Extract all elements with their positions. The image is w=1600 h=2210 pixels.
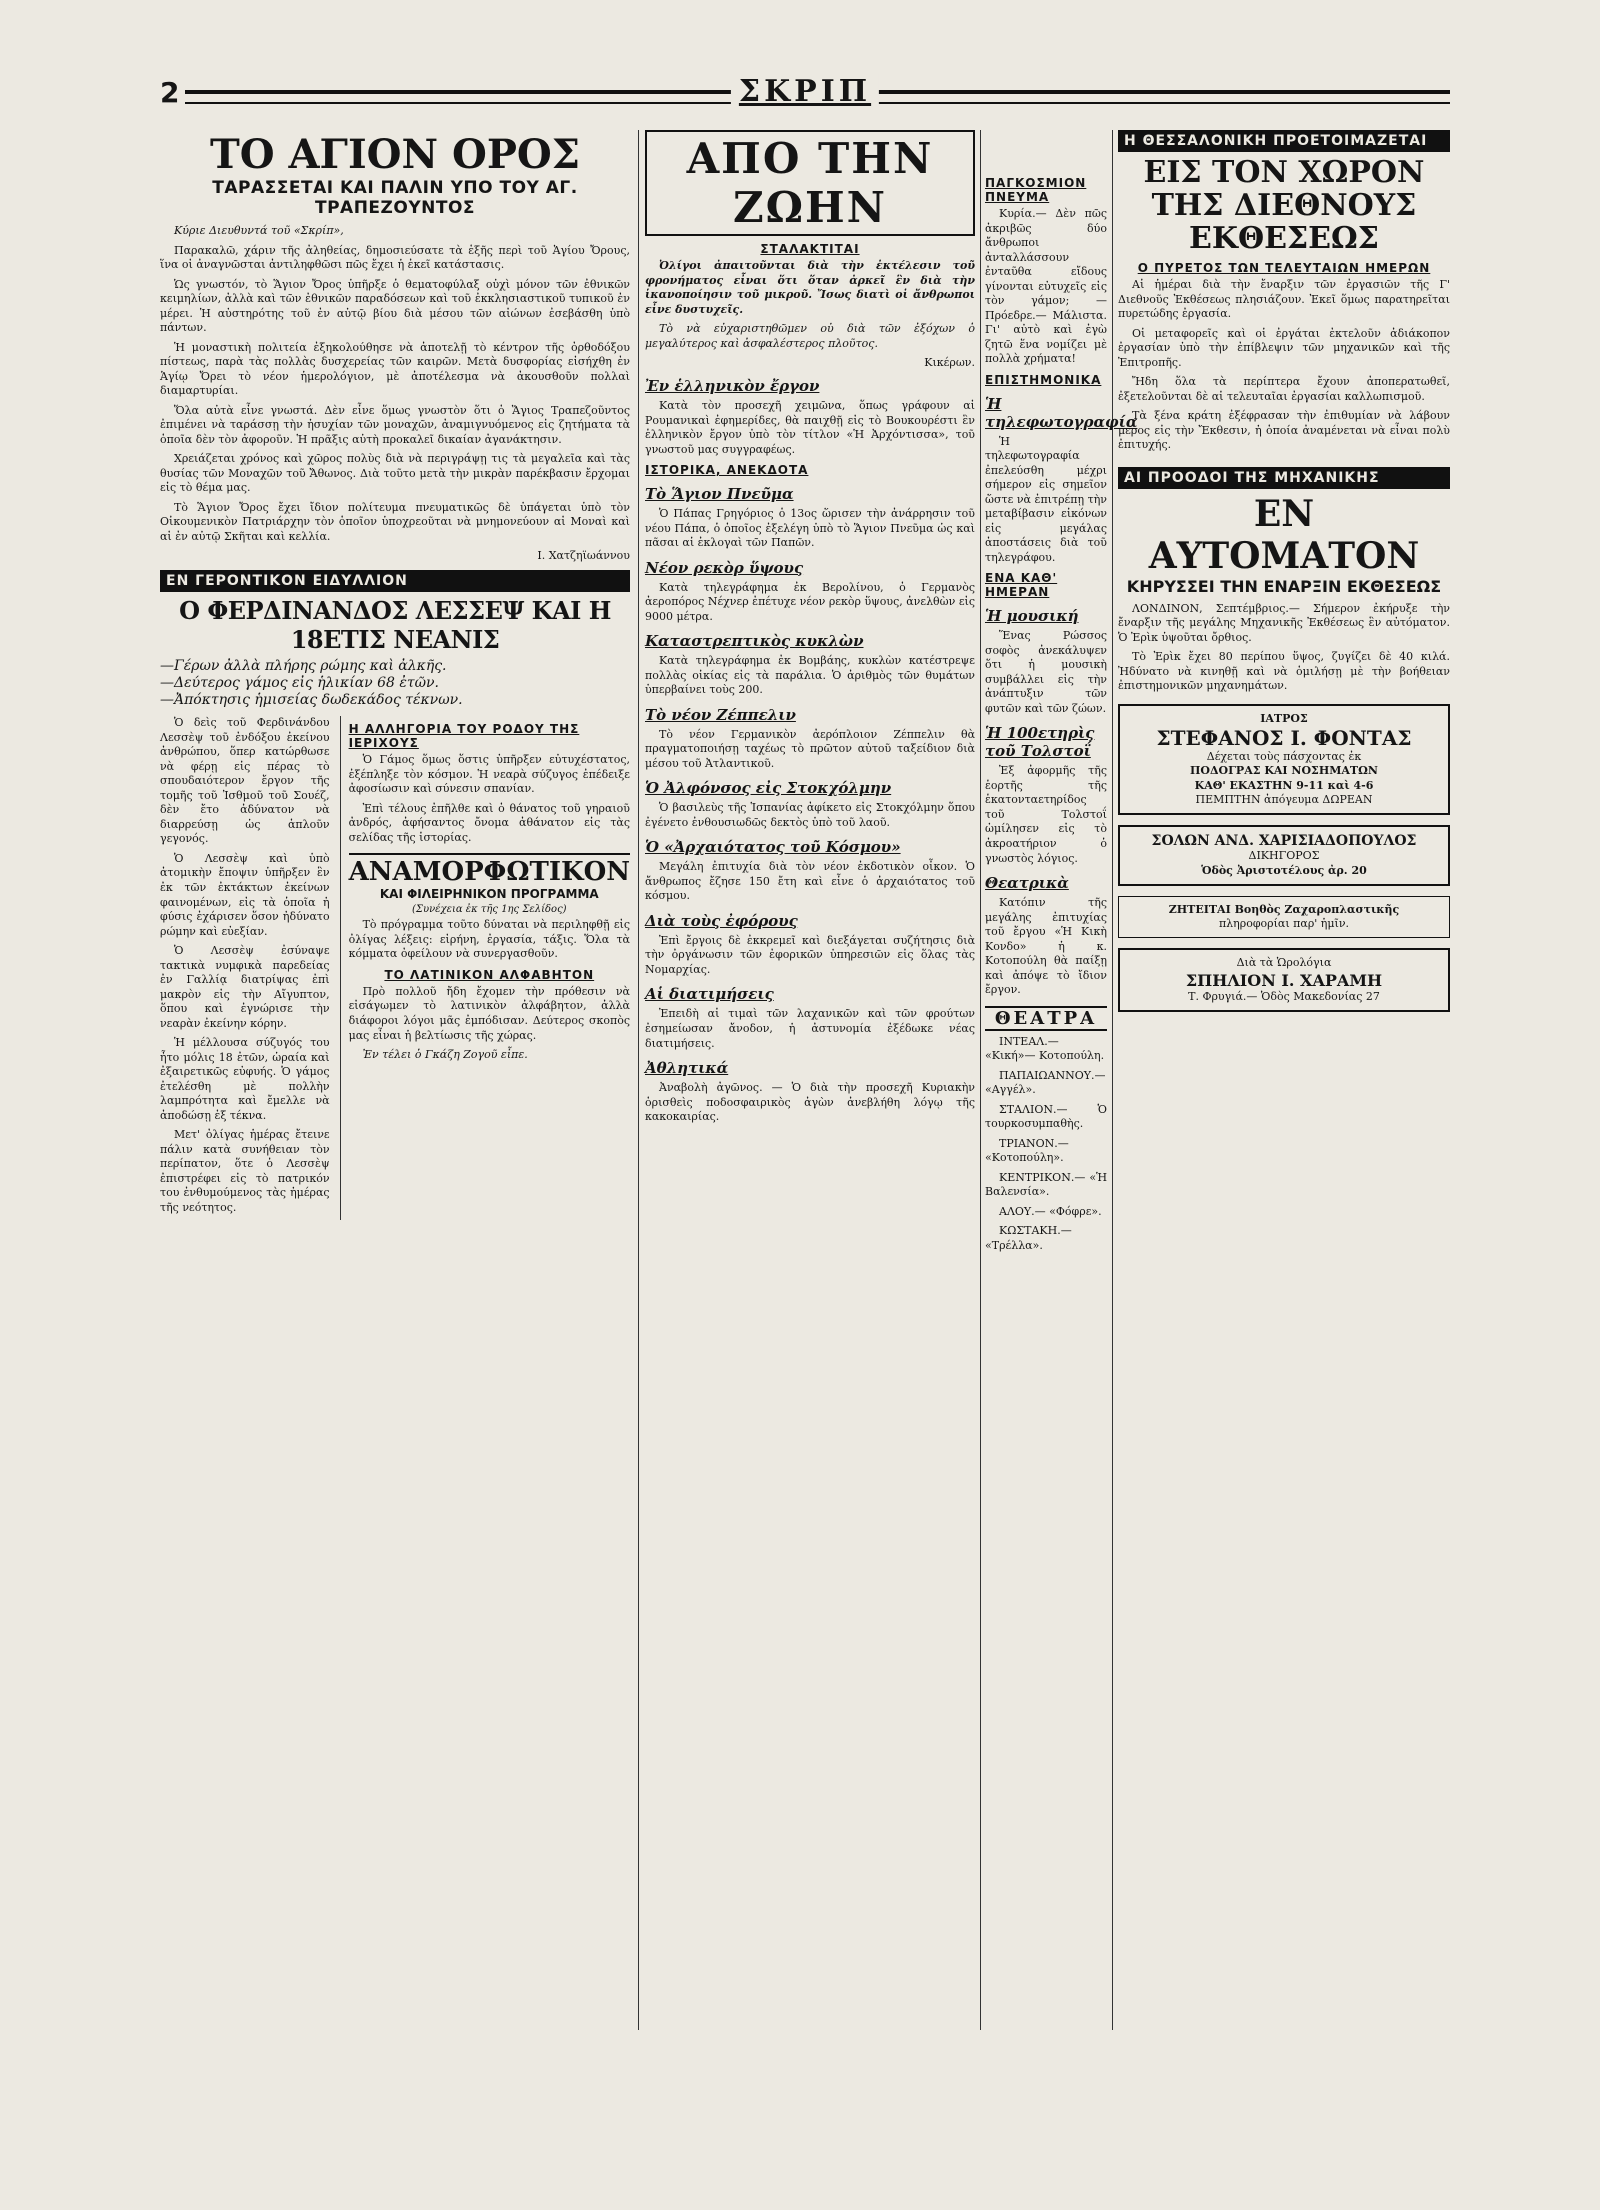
ad-name: ΣΠΗΛΙΟΝ Ι. ΧΑΡΑΜΗ [1185,970,1383,990]
ad-line: Τ. Φρυγιά.— Ὁδὸς Μακεδονίας 27 [1188,989,1380,1003]
item-head: Ὁ Ἀλφόνσος εἰς Στοκχόλμην [645,779,892,798]
paragraph: Τὸ Ἅγιον Ὄρος ἔχει ἴδιον πολίτευμα πνευματικῶς δὲ ὑπάγεται ὑπὸ τὸν Οἰκουμενικὸν Πατριάρχην τὸν ὁποῖον ὑποχρεοῦται νὰ μνημονεύουν αἱ Μοναὶ καὶ αἱ ἐν αὐτῷ Σκῆται καὶ κελλία. [160,500,630,543]
paragraph: Ἐπὶ ἔργοις δὲ ἐκκρεμεῖ καὶ διεξάγεται συζήτησις διὰ τὴν ὀργάνωσιν τῶν ἐφορικῶν ὑπηρεσιῶν εἰς ὅλας τὰς Νομαρχίας. [645,933,975,976]
section-head: ΕΠΙΣΤΗΜΟΝΙΚΑ [985,372,1102,387]
section-head: ΕΝΑ ΚΑΘ' ΗΜΕΡΑΝ [985,571,1058,600]
ad-line: πληροφορίαι παρ' ἡμῖν. [1218,917,1350,931]
paragraph: Πρὸ πολλοῦ ἤδη ἔχομεν τὴν πρόθεσιν νὰ εἰσάγωμεν τὸ λατινικὸν ἀλφάβητον, ἀλλὰ διάφοροι λόγοι μᾶς ἐμπόδισαν. Δεύτερος σκοπὸς μας εἶναι ἡ βελτίωσις τῆς χώρας. [348,984,630,1042]
theatra-item: ΑΛΟΥ.— «Φόφρε». [999,1204,1102,1218]
item-head: Καταστρεπτικὸς κυκλὼν [645,632,864,651]
paragraph: Ἤδη ὅλα τὰ περίπτερα ἔχουν ἀποπερατωθεῖ, ἐξετελοῦνται δὲ αἱ τελευταῖαι ἐργασίαι καλλωπισμοῦ. [1118,375,1450,403]
paragraph: Ἐπειδὴ αἱ τιμαὶ τῶν λαχανικῶν καὶ τῶν φρούτων ἐσημείωσαν ἄνοδον, ἡ ἀστυνομία ἐξέδωκε νέας διατιμήσεις. [645,1007,975,1050]
paragraph: Αἱ ἡμέραι διὰ τὴν ἔναρξιν τῶν ἐργασιῶν τῆς Γ' Διεθνοῦς Ἐκθέσεως πλησιάζουν. Ἐκεῖ ὅμως παρατηρεῖται πυρετώδης ἐργασία. [1118,278,1450,321]
ad-line: Δέχεται τοὺς πάσχοντας ἐκ [1206,750,1362,764]
idyll-title: Ο ΦΕΡΔΙΝΑΝΔΟΣ ΛΕΣΣΕΨ ΚΑΙ Η 18ΕΤΙΣ ΝΕΑΝΙΣ [179,596,611,655]
paragraph: Κατόπιν τῆς μεγάλης ἐπιτυχίας τοῦ ἔργου «Ἡ Κικὴ Κονδο» ἡ κ. Κοτοπούλη θὰ παίξῃ καὶ ἀπόψε τὸ ἴδιον ἔργον. [985,896,1107,997]
item-head: Ἀθλητικά [645,1059,729,1078]
paragraph: Κυρία.— Δὲν πῶς ἀκριβῶς δύο ἄνθρωποι ἀνταλλάσσουν ἐνταῦθα εἴδους γίνονται εὐτυχεῖς εἰς τὸν γάμον; — Πρόεδρε.— Μάλιστα. Γι' αὐτὸ καὶ ἐγὼ ζητῶ ἕνα νομίζει μὲ πολλὰ χρήματα! [985,207,1107,366]
article-title: ΕΝ ΑΥΤΟΜΑΤΟΝ [1148,492,1420,577]
idyll-bullet: —Δεύτερος γάμος εἰς ἡλικίαν 68 ἐτῶν. [160,675,440,692]
ad-name: ΣΟΛΩΝ ΑΝΔ. ΧΑΡΙΣΙΑΔΟΠΟΥΛΟΣ [1151,833,1417,850]
section-head: ΣΤΑΛΑΚΤΙΤΑΙ [760,242,860,256]
article-agion-oros [160,130,630,2030]
quote: Ὀλίγοι ἀπαιτοῦνται διὰ τὴν ἐκτέλεσιν τοῦ φρονήματος εἶναι ὅτι ὅταν ἀρκεῖ ἓν διὰ τὴν ἱκανοποίησιν τοῦ μικροῦ. Ἴσως διατὶ οἱ ἄνθρωποι εἶνε δυστυχεῖς. [645,259,975,316]
paragraph: Ἀναβολὴ ἀγῶνος. — Ὁ διὰ τὴν προσεχῆ Κυριακὴν ὁρισθεὶς ποδοσφαιρικὸς ἀγὼν ἀνεβλήθη λόγῳ τῆς κακοκαιρίας. [645,1081,975,1124]
theatra-item: ΣΤΑΛΙΟΝ.— Ὁ τουρκοσυμπαθὴς. [985,1102,1107,1131]
section-head: Ο ΠΥΡΕΤΟΣ ΤΩΝ ΤΕΛΕΥΤΑΙΩΝ ΗΜΕΡΩΝ [1137,261,1431,275]
theatra-item: ΚΩΣΤΑΚΗ.— «Τρέλλα». [985,1224,1072,1252]
ad-line: ΖΗΤΕΙΤΑΙ Βοηθὸς Ζαχαροπλαστικῆς [1168,902,1400,916]
paragraph: Τὸ πρόγραμμα τοῦτο δύναται νὰ περιληφθῇ εἰς ὀλίγας λέξεις: εἰρήνη, ἐργασία, τάξις. Ὅλα τὰ κόμματα ὀφείλουν νὰ συνεργασθοῦν. [348,918,630,961]
paragraph: Ὁ Λεσσὲψ ἐσύναψε τακτικὰ νυμφικὰ παρεδείας ἐν Γαλλίᾳ διατρίψας ἐπὶ μακρὸν εἰς τὴν Αἴγυπτον, ὅπου καὶ ἐγνώρισε τὴν νεαρὰν ἐκείνην κόρην. [160,944,330,1030]
paragraph: Ὡς γνωστόν, τὸ Ἅγιον Ὄρος ὑπῆρξε ὁ θεματοφύλαξ οὐχὶ μόνον τῶν ἐθνικῶν κειμηλίων, ἀλλὰ καὶ τῶν ἐθνικῶν παραδόσεων καὶ τοῦ ἐκκλησιαστικοῦ τυπικοῦ ἐν μέρει. Ἡ αὐστηρότης τοῦ ἐν αὐτῷ βίου διὰ μέσου τῶν αἰώνων ἐσεβάσθη ὑπὸ πάντων. [160,277,630,335]
paragraph: Τὸ Ἐρὶκ ἔχει 80 περίπου ὕψος, ζυγίζει δὲ 40 κιλά. Ἠδύνατο νὰ κινηθῇ καὶ νὰ ὁμιλήσῃ μὲ τὴν βοήθειαν ἐπιστημονικῶν μηχανημάτων. [1118,650,1450,693]
ad-line: ΠΟΔΟΓΡΑΣ ΚΑΙ ΝΟΣΗΜΑΤΩΝ [1190,764,1378,778]
section-kicker: ΑΙ ΠΡΟΟΔΟΙ ΤΗΣ ΜΗΧΑΝΙΚΗΣ [1118,467,1450,489]
paragraph: Ἐν τέλει ὁ Γκάζη Ζογοῦ εἶπε. [362,1048,528,1062]
section-title: ΑΠΟ ΤΗΝ ΖΩΗΝ [645,130,975,236]
paragraph: Μετ' ὀλίγας ἡμέρας ἔτεινε πάλιν κατὰ συνήθειαν τὸν περίπατον, ὅτε ὁ Λεσσὲψ ἐπιστρέφει εἰς τὸ πατρικόν του ἐνθυμούμενος τὰς ἡμέρας τῆς νεότητος. [160,1128,330,1214]
paragraph: Κατὰ τὸν προσεχῆ χειμῶνα, ὅπως γράφουν αἱ Ρουμανικαὶ ἐφημερίδες, θὰ παιχθῇ εἰς τὸ Βουκουρέστι ἓν ἑλληνικὸν ἔργον ὑπὸ τὸν τίτλον «Ἡ Ἀρχόντισσα», τοῦ γνωστοῦ μας συγγραφέως. [645,399,975,456]
item-head: Διὰ τοὺς ἐφόρους [645,911,798,930]
theatra-item: ΚΕΝΤΡΙΚΟΝ.— «Ἡ Βαλενσία». [985,1170,1107,1199]
paragraph: Ἐπὶ τέλους ἐπῆλθε καὶ ὁ θάνατος τοῦ γηραιοῦ ἀνδρός, ἀφήσαντος ὄνομα ἀθάνατον εἰς τὰς σελίδας τῆς ἱστορίας. [348,801,630,844]
paragraph: Κατὰ τηλεγράφημα ἐκ Βερολίνου, ὁ Γερμανὸς ἀεροπόρος Νέχνερ ἐπέτυχε νέον ρεκὸρ ὕψους, ἀνελθὼν εἰς 9000 μέτρα. [645,580,975,623]
paragraph: Παρακαλῶ, χάριν τῆς ἀληθείας, δημοσιεύσατε τὰ ἑξῆς περὶ τοῦ Ἁγίου Ὄρους, ἵνα οἱ ἀναγνῶσται ἀντιληφθῶσι πῶς ἔχει ἡ ἐκεῖ κατάστασις. [160,243,630,272]
article-title: ΤΟ ΑΓΙΟΝ ΟΡΟΣ [209,131,581,178]
promo-note: (Συνέχεια ἐκ τῆς 1ης Σελίδος) [412,904,567,916]
item-head: Ὁ «Ἀρχαιότατος τοῦ Κόσμου» [645,838,901,857]
section-head: ΤΟ ΛΑΤΙΝΙΚΟΝ ΑΛΦΑΒΗΤΟΝ [384,967,595,982]
ad-line: Διὰ τὰ Ὡρολόγια [1236,956,1332,970]
idyll-bullet: —Ἀπόκτησις ἡμισείας δωδεκάδος τέκνων. [160,692,463,709]
idyll-right [340,716,630,1220]
paragraph: Χρειάζεται χρόνος καὶ χῶρος πολὺς διὰ νὰ περιγράψῃ τις τὰ μεγαλεῖα καὶ τὰς θυσίας τῶν Μοναχῶν τοῦ Ἄθωνος. Διὰ τοῦτο μετὰ τὴν μικρὰν παρέκβασιν ἔρχομαι εἰς τὸ θέμα μας. [160,452,630,495]
item-head: Θεατρικὰ [985,874,1069,893]
paragraph: Ἡ μέλλουσα σύζυγός του ἦτο μόλις 18 ἐτῶν, ὡραία καὶ ἐξαιρετικῶς εὐφυής. Ὁ γάμος ἐτελέσθη μὲ πολλὴν λαμπρότητα καὶ ἔμελλε νὰ ἀποδώσῃ ἑξ τέκνα. [160,1036,330,1122]
section-kicker: Η ΘΕΣΣΑΛΟΝΙΚΗ ΠΡΟΕΤΟΙΜΑΖΕΤΑΙ [1118,130,1450,152]
section-kicker: ΕΝ ΓΕΡΟΝΤΙΚΟΝ ΕΙΔΥΛΛΙΟΝ [160,570,630,592]
paragraph: Ἡ μοναστικὴ πολιτεία ἐξηκολούθησε νὰ ἀποτελῇ τὸ κέντρον τῆς ὀρθοδόξου πίστεως, παρὰ τὰς πολλὰς δυσχερείας τῶν καιρῶν. Μετὰ δυσφορίας εἰσήχθη ἐν Ἁγίῳ Ὄρει τὸ νέον ἡμερολόγιον, μὲ ἀποτέλεσμα νὰ ἀκουσθοῦν πολλαὶ διαμαρτυρίαι. [160,340,630,398]
ad-job [1118,896,1450,939]
idyll-bullet: —Γέρων ἀλλὰ πλήρης ρώμης καὶ ἀλκῆς. [160,658,447,675]
ad-lawyer [1118,825,1450,886]
ad-line: Ὁδὸς Ἀριστοτέλους ἀρ. 20 [1201,863,1367,877]
paragraph: Ὅλα αὐτὰ εἶνε γνωστά. Δὲν εἶνε ὅμως γνωστὸν ὅτι ὁ Ἅγιος Τραπεζοῦντος ἐπιμένει νὰ ταράσσῃ τὴν ἡσυχίαν τῶν μοναχῶν, ἀναμιγνυόμενος εἰς ζητήματα τὰ ὁποῖα δὲν τὸν ἀφοροῦν. Ἡ πρᾶξις αὐτὴ προκαλεῖ δικαίαν ἀγανάκτησιν. [160,403,630,446]
item-head: Ἡ 100ετηρὶς τοῦ Τολστοΐ [985,724,1095,761]
greeting: Κύριε Διευθυντά τοῦ «Σκρίπ», [174,224,344,237]
paragraph: Τὸ νέον Γερμανικὸν ἀερόπλοιον Ζέππελιν θὰ πραγματοποιήσῃ ταχέως τὸ πρῶτον αὐτοῦ ταξείδιον διὰ μέσου τοῦ Ἀτλαντικοῦ. [645,727,975,770]
article-subtitle: ΤΑΡΑΣΣΕΤΑΙ ΚΑΙ ΠΑΛΙΝ ΥΠΟ ΤΟΥ ΑΓ. ΤΡΑΠΕΖΟΥΝΤΟΣ [212,178,578,218]
section-head: ΠΑΓΚΟΣΜΙΟΝ ΠΝΕΥΜΑ [985,176,1087,204]
page-number: 2 [160,76,185,109]
item-head: Τὸ Ἅγιον Πνεῦμα [645,485,794,504]
theatra-item: ΤΡΙΑΝΟΝ.— «Κοτοπούλη». [985,1136,1069,1165]
paragraph: Ἡ τηλεφωτογραφία ἐπελεύσθη μέχρι σήμερον εἰς σημεῖον ὥστε νὰ ἐπιτρέπῃ τὴν μεταβίβασιν εἰκόνων εἰς μεγάλας ἀποστάσεις διὰ τοῦ τηλεγράφου. [985,434,1107,564]
theatra-item: ΠΑΠΑΙΩΑΝΝΟΥ.— «Αγγέλ». [985,1068,1106,1097]
section-head: ΙΣΤΟΡΙΚΑ, ΑΝΕΚΔΟΤΑ [645,463,809,478]
paragraph: Μεγάλη ἐπιτυχία διὰ τὸν νέον ἐκδοτικὸν οἶκον. Ὁ ἄνθρωπος ἔζησε 150 ἔτη καὶ εἶνε ὁ ἀρχαιότατος τοῦ κόσμου. [645,860,975,903]
article-ekthesis [1118,130,1450,2030]
column-rule [638,130,639,2030]
theatra-title: ΘΕΑΤΡΑ [985,1006,1107,1031]
masthead [160,74,1450,132]
ad-line: ΠΕΜΠΤΗΝ ἀπόγευμα ΔΩΡΕΑΝ [1195,792,1373,806]
paragraph: Ὁ δεὶς τοῦ Φερδινάνδου Λεσσὲψ τοῦ ἐνδόξου ἐκείνου ἀνθρώπου, ὅπερ κατώρθωσε νὰ φέρῃ εἰς πέρας τὸ σπουδαιότερον ἔργον τῆς τομῆς τοῦ Ἰσθμοῦ τοῦ Σουέζ, δὲν ἔτο ἀδύνατον νὰ διαρρεύσῃ ὡς ἁπλοῦν γεγονός. [160,716,330,846]
item-head: Ἡ μουσική [985,607,1079,626]
paragraph: Ὁ βασιλεὺς τῆς Ἱσπανίας ἀφίκετο εἰς Στοκχόλμην ὅπου ἐγένετο ἐνθουσιωδῶς δεκτὸς ὑπὸ τοῦ λαοῦ. [645,801,975,829]
paragraph: Ἕνας Ρώσσος σοφὸς ἀνεκάλυψεν ὅτι ἡ μουσικὴ συμβάλλει εἰς τὴν ἀνάπτυξιν τῶν φυτῶν καὶ τῶν ζώων. [985,629,1107,715]
section-head: Η ΑΛΛΗΓΟΡΙΑ ΤΟΥ ΡΟΔΟΥ ΤΗΣ ΙΕΡΙΧΟΥΣ [348,722,580,751]
column-narrow [985,170,1138,2030]
ad-name: ΣΤΕΦΑΝΟΣ Ι. ΦΟΝΤΑΣ [1156,726,1412,751]
ad-doctor [1118,704,1450,815]
ad-label: ΙΑΤΡΟΣ [1260,711,1308,725]
item-head: Ἡ τηλεφωτογραφία [985,394,1138,431]
column-apo-tin-zoin [645,130,975,2030]
theatra-item: ΙΝΤΕΑΛ.— «Κική»— Κοτοπούλη. [985,1034,1105,1063]
promo-subtitle: ΚΑΙ ΦΙΛΕΙΡΗΝΙΚΟΝ ΠΡΟΓΡΑΜΜΑ [379,887,599,902]
quote-sign: Κικέρων. [924,356,975,370]
column-rule [980,130,981,2030]
article-subtitle: ΚΗΡΥΣΣΕΙ ΤΗΝ ΕΝΑΡΞΙΝ ΕΚΘΕΣΕΩΣ [1126,576,1442,596]
item-head: Τὸ νέον Ζέππελιν [645,705,796,724]
ad-line: ΔΙΚΗΓΟΡΟΣ [1248,849,1320,863]
signature: Ι. Χατζηϊωάννου [537,549,630,563]
item-head: Αἱ διατιμήσεις [645,985,774,1004]
paragraph: ΛΟΝΔΙΝΟΝ, Σεπτέμβριος.— Σήμερον ἐκήρυξε τὴν ἔναρξιν τῆς μεγάλης Μηχανικῆς Ἐκθέσεως ἓν αὐτόματον. Ὁ Ἐρὶκ ὑψοῦται ὄρθιος. [1118,601,1450,644]
item-head: Νέον ρεκὸρ ὕψους [645,558,804,577]
newspaper-name: ΣΚΡΙΠ [731,74,879,109]
paragraph: Ὁ Πάπας Γρηγόριος ὁ 13ος ὥρισεν τὴν ἀνάρρησιν τοῦ νέου Πάπα, ὁ ὁποῖος ἐξελέγη ὑπὸ τὸ Ἅγιον Πνεῦμα ὡς καὶ πᾶσαι αἱ ἐκλογαὶ τῶν Παπῶν. [645,507,975,550]
idyll-left [160,716,330,1220]
ad-line: ΚΑΘ' ΕΚΑΣΤΗΝ 9-11 καὶ 4-6 [1194,778,1374,792]
paragraph: Ὁ Γάμος ὅμως ὅστις ὑπῆρξεν εὐτυχέστατος, ἐξέπληξε τὸν κόσμον. Ἡ νεαρὰ σύζυγος ἐπέδειξε ἀφοσίωσιν καὶ σύνεσιν σπανίαν. [348,753,630,796]
paragraph: Οἱ μεταφορεῖς καὶ οἱ ἐργάται ἐκτελοῦν ἀδιάκοπον ἐργασίαν ὑπὸ τὴν ἐπίβλεψιν τῶν μηχανικῶν καὶ τῆς Ἐπιτροπῆς. [1118,326,1450,369]
ad-watches [1118,948,1450,1012]
item-head: Ἐν ἑλληνικὸν ἔργον [645,377,820,396]
paragraph: Κατὰ τηλεγράφημα ἐκ Βομβάης, κυκλὼν κατέστρεψε πολλὰς οἰκίας εἰς τὰ παράλια. Ὁ ἀριθμὸς τῶν θυμάτων ὑπερβαίνει τοὺς 200. [645,654,975,697]
paragraph: Ἐξ ἀφορμῆς τῆς ἑορτῆς τῆς ἑκατονταετηρίδος τοῦ Τολστοΐ ὡμίλησεν εἰς τὸ ἀκροατήριον ὁ γνωστὸς λόγιος. [985,764,1107,865]
quote: Τὸ νὰ εὐχαριστηθῶμεν οὐ διὰ τῶν ἐξόχων ὁ μεγαλύτερος καὶ ἀσφαλέστερος πλοῦτος. [645,322,975,350]
promo-title: ΑΝΑΜΟΡΦΩΤΙΚΟΝ [349,853,630,885]
paragraph: Ὁ Λεσσὲψ καὶ ὑπὸ ἀτομικὴν ἔποψιν ὑπῆρξεν ἓν ἐκ τῶν ἐκτάκτων ἐκείνων φαινομένων, εἰς τὰ ὁποῖα ἡ φύσις ἐχάρισεν ὅσον ἠδύνατο ρώμην καὶ εὐεξίαν. [160,851,330,938]
article-title: ΕΙΣ ΤΟΝ ΧΩΡΟΝ ΤΗΣ ΔΙΕΘΝΟΥΣ ΕΚΘΕΣΕΩΣ [1143,155,1425,256]
idyll-columns [160,716,630,1220]
paragraph: Τὰ ξένα κράτη ἐξέφρασαν τὴν ἐπιθυμίαν νὰ λάβουν μέρος εἰς τὴν Ἔκθεσιν, ἡ ὁποία ἀναμένεται νὰ εἶναι πολὺ ἐπιτυχής. [1118,409,1450,452]
